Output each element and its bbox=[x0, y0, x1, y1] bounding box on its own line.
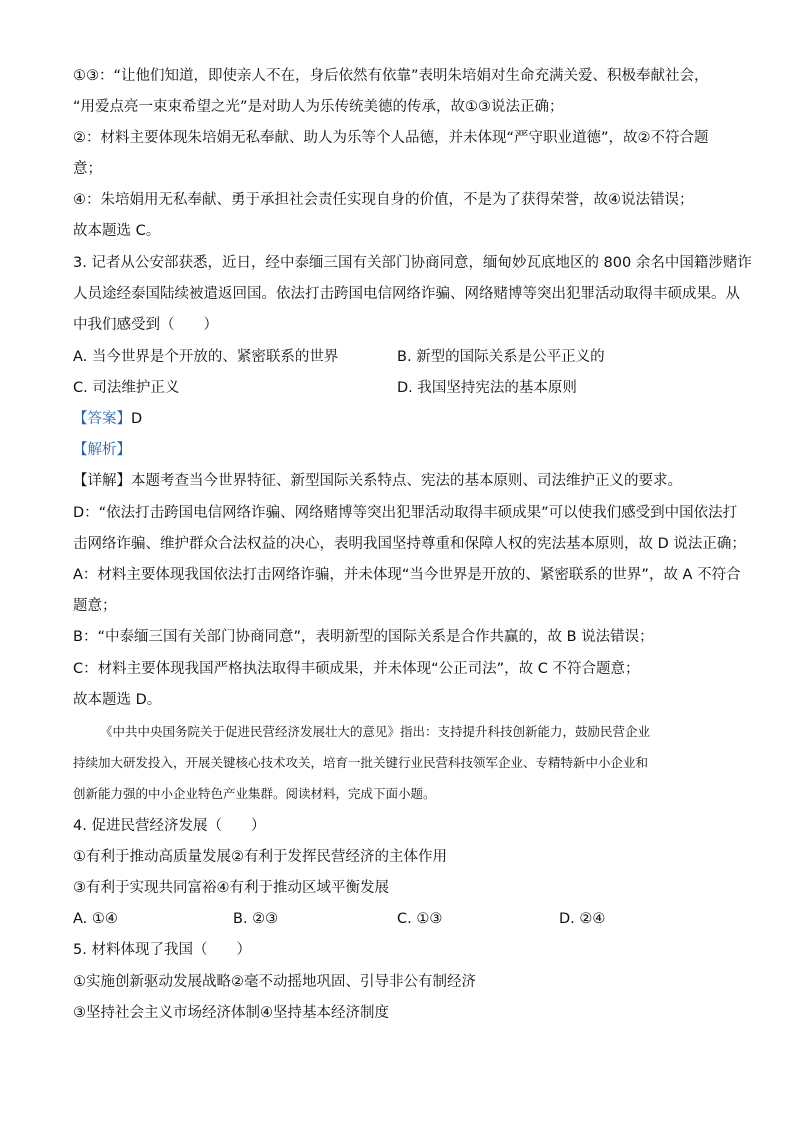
q4-option-a: A. ①④ bbox=[73, 911, 118, 927]
q2-explain-line-1: ①③：“让他们知道，即使亲人不在，身后依然有依靠”表明朱培娟对生命充满关爱、积极奉献社会， bbox=[73, 68, 709, 84]
q3-stem-line-3: 中我们感受到（ ） bbox=[73, 317, 218, 333]
q4-statements-2: ③有利于实现共同富裕④有利于推动区域平衡发展 bbox=[73, 880, 389, 896]
q3-conclusion: 故本题选 D。 bbox=[73, 692, 162, 708]
detail-text: 本题考查当今世界特征、新型国际关系特点、宪法的基本原则、司法维护正义的要求。 bbox=[131, 473, 682, 489]
q4-stem: 4. 促进民营经济发展（ ） bbox=[73, 818, 266, 834]
q4-option-c: C. ①③ bbox=[397, 911, 443, 927]
q3-option-b: B. 新型的国际关系是公平正义的 bbox=[397, 349, 605, 365]
detail-label: 【详解】 bbox=[73, 473, 131, 489]
q2-explain-line-2: “用爱点亮一束束希望之光”是对助人为乐传统美德的传承，故①③说法正确； bbox=[73, 99, 564, 115]
passage-line-1: 《中共中央国务院关于促进民营经济发展壮大的意见》指出：支持提升科技创新能力，鼓励民营企业 bbox=[100, 724, 651, 739]
q3-detail bbox=[73, 471, 682, 491]
q2-explain-line-4: 意； bbox=[73, 161, 102, 177]
q3-stem-line-1: 3. 记者从公安部获悉，近日，经中泰缅三国有关部门协商同意，缅甸妙瓦底地区的 800 余名中国籍涉赌诈 bbox=[73, 255, 752, 271]
q5-statements-1: ①实施创新驱动发展战略②毫不动摇地巩固、引导非公有制经济 bbox=[73, 974, 476, 990]
q3-detail-c: C：材料主要体现我国严格执法取得丰硕成果，并未体现“公正司法”，故 C 不符合题意； bbox=[73, 661, 640, 677]
q5-stem: 5. 材料体现了我国（ ） bbox=[73, 942, 251, 958]
q3-option-d: D. 我国坚持宪法的基本原则 bbox=[397, 380, 577, 396]
q4-statements-1: ①有利于推动高质量发展②有利于发挥民营经济的主体作用 bbox=[73, 849, 447, 865]
q2-explain-line-3: ②：材料主要体现朱培娟无私奉献、助人为乐等个人品德，并未体现“严守职业道德”，故②不符合题 bbox=[73, 130, 709, 146]
q3-detail-b: B：“中泰缅三国有关部门协商同意”，表明新型的国际关系是合作共赢的，故 B 说法错误； bbox=[73, 629, 654, 645]
q3-detail-a-line-2: 题意； bbox=[73, 598, 117, 614]
q2-conclusion: 故本题选 C。 bbox=[73, 223, 161, 239]
passage-line-3: 创新能力强的中小企业特色产业集群。阅读材料，完成下面小题。 bbox=[73, 786, 436, 801]
q3-analysis bbox=[73, 440, 131, 460]
q3-detail-a-line-1: A：材料主要体现我国依法打击网络诈骗，并未体现“当今世界是开放的、紧密联系的世界”，故 A 不符合 bbox=[73, 567, 741, 583]
q5-statements-2: ③坚持社会主义市场经济体制④坚持基本经济制度 bbox=[73, 1005, 389, 1021]
q3-option-a: A. 当今世界是个开放的、紧密联系的世界 bbox=[73, 349, 339, 365]
q3-detail-d-line-1: D：“依法打击跨国电信网络诈骗、网络赌博等突出犯罪活动取得丰硕成果”可以使我们感受到中国依法打 bbox=[73, 505, 738, 521]
q3-stem-line-2: 人员途经泰国陆续被遣返回国。依法打击跨国电信网络诈骗、网络赌博等突出犯罪活动取得丰硕成果。从 bbox=[73, 286, 740, 302]
q3-answer bbox=[73, 409, 142, 429]
passage-line-2: 持续加大研发投入，开展关键核心技术攻关，培育一批关键行业民营科技领军企业、专精特新中小企业和 bbox=[73, 755, 649, 770]
q4-option-d: D. ②④ bbox=[559, 911, 606, 927]
q3-detail-d-line-2: 击网络诈骗、维护群众合法权益的决心，表明我国坚持尊重和保障人权的宪法基本原则，故 D 说法正确； bbox=[73, 536, 746, 552]
answer-label: 【答案】 bbox=[73, 411, 131, 427]
q4-option-b: B. ②③ bbox=[233, 911, 279, 927]
analysis-label: 【解析】 bbox=[73, 442, 131, 458]
answer-value: D bbox=[131, 411, 143, 427]
q3-option-c: C. 司法维护正义 bbox=[73, 380, 180, 396]
q2-explain-line-5: ④：朱培娟用无私奉献、勇于承担社会责任实现自身的价值，不是为了获得荣誉，故④说法错误； bbox=[73, 192, 694, 208]
